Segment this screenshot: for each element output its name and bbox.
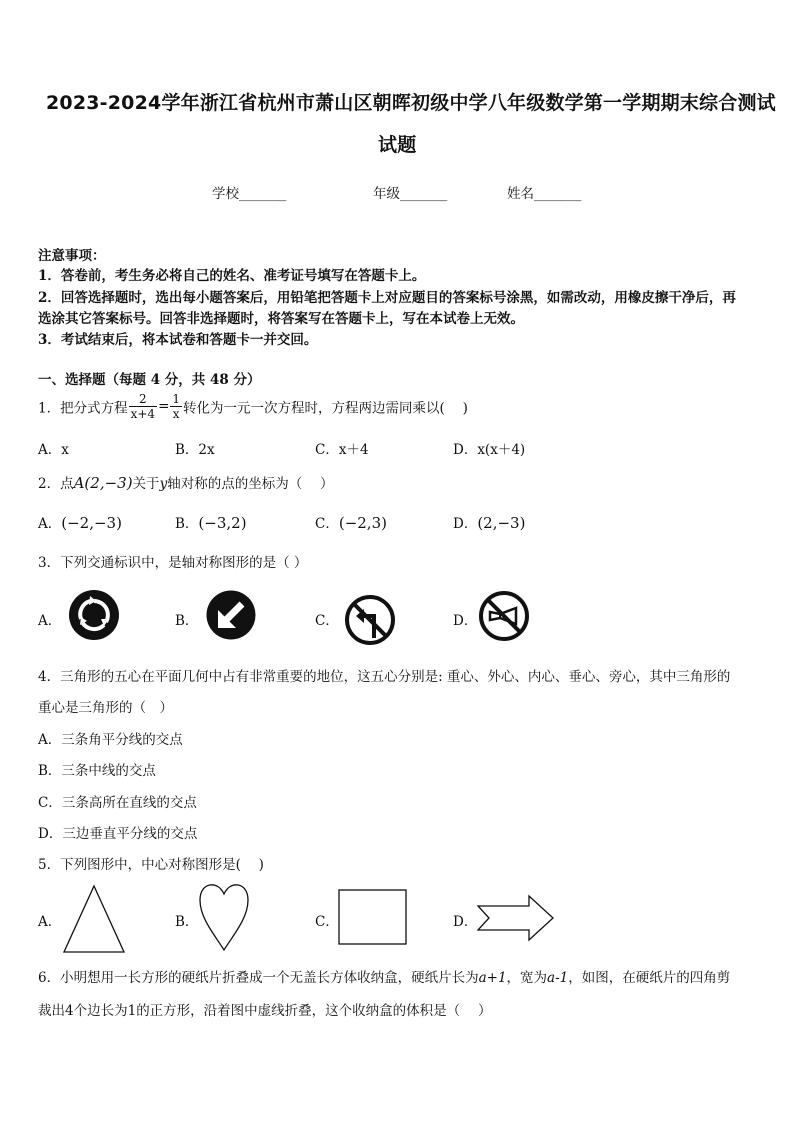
q2-point: A(2,−3) — [73, 474, 133, 492]
question-6-stem-continued — [38, 999, 491, 1019]
keep-left-sign-icon — [206, 590, 256, 640]
notice-heading: 注意事项： — [38, 248, 106, 264]
q1-option-b: B．2x — [175, 442, 215, 458]
question-6-stem — [38, 966, 730, 986]
question-1-stem — [38, 392, 468, 421]
q6-text: 6．小明想用一长方形的硬纸片折叠成一个无盖长方体收纳盒，硬纸片长为 — [38, 970, 479, 986]
q6-count: 4 — [65, 1003, 74, 1019]
q1-prefix: 1．把分式方程 — [38, 400, 128, 417]
q3-option-d-label: D． — [453, 613, 478, 629]
q5-option-c-label: C． — [315, 914, 339, 930]
q2-option-c — [315, 512, 387, 532]
q3-option-b-label: B． — [175, 613, 199, 629]
q2-option-d — [453, 512, 525, 532]
arrow-icon — [477, 894, 555, 942]
question-4-stem: 4．三角形的五心在平面几何中占有非常重要的地位，这五心分别是: 重心、外心、内心、垂心、旁心，其中三角形的 — [38, 669, 731, 685]
q1-suffix: 转化为一元一次方程时，方程两边需同乘以( ) — [183, 400, 468, 417]
roundabout-sign-icon — [68, 589, 120, 641]
q1-option-d: D．x(x＋4) — [453, 442, 526, 458]
no-left-turn-sign-icon — [344, 594, 396, 646]
q2-option-value: (−3,2) — [198, 514, 247, 532]
q1-option-a: A．x — [38, 442, 69, 458]
notice-item: 选涂其它答案标号。回答非选择题时，将答案写在答题卡上，写在本试卷上无效。 — [38, 311, 524, 327]
q6-width: a-1 — [547, 970, 569, 986]
q2-middle: 关于 — [132, 476, 160, 492]
q1-frac1-denominator: x+4 — [130, 407, 156, 421]
q5-option-d-label: D． — [453, 914, 478, 930]
q4-option-d: D．三边垂直平分线的交点 — [38, 826, 198, 842]
q2-suffix: 轴对称的点的坐标为（ ） — [167, 476, 334, 492]
q3-option-a-label: A． — [38, 613, 62, 629]
q2-option-label: D． — [453, 516, 478, 532]
q3-option-c-label: C． — [315, 613, 339, 629]
name-field: 姓名_______ — [507, 186, 582, 202]
notice-item: 1．答卷前，考生务必将自己的姓名、准考证号填写在答题卡上。 — [38, 268, 426, 284]
school-field: 学校_______ — [212, 186, 287, 202]
q2-option-label: A． — [38, 516, 62, 532]
q1-option-c: C．x＋4 — [315, 442, 369, 458]
q2-option-value: (−2,3) — [338, 514, 387, 532]
q2-option-a — [38, 512, 122, 532]
q1-frac2-numerator: 1 — [172, 392, 181, 406]
document-title: 2023-2024学年浙江省杭州市萧山区朝晖初级中学八年级数学第一学期期末综合测试 — [46, 92, 776, 114]
triangle-icon — [62, 884, 126, 954]
q2-option-b — [175, 512, 247, 532]
notice-item: 2．回答选择题时，选出每小题答案后，用铅笔把答题卡上对应题目的答案标号涂黑，如需改动，用橡皮擦干净后，再 — [38, 290, 736, 306]
q4-option-b: B．三条中线的交点 — [38, 763, 156, 779]
question-5-stem: 5．下列图形中，中心对称图形是( ) — [38, 857, 264, 873]
q6-side: 1 — [127, 1003, 137, 1019]
q1-fraction-right — [170, 392, 182, 421]
q6-text: 的正方形，沿着图中虚线折叠，这个收纳盒的体积是（ ） — [136, 1003, 492, 1019]
q2-option-value: (2,−3) — [477, 514, 526, 532]
q1-frac1-numerator: 2 — [129, 392, 157, 407]
q2-axis: y — [159, 476, 168, 492]
q6-length: a+1 — [478, 970, 507, 986]
question-2-stem — [38, 472, 334, 492]
q1-equals: = — [158, 398, 170, 415]
q2-prefix: 2．点 — [38, 476, 74, 492]
rectangle-icon — [338, 889, 408, 945]
q2-option-label: C． — [315, 516, 339, 532]
question-4-stem-continued: 重心是三角形的（ ） — [38, 700, 173, 716]
q2-option-label: B． — [175, 516, 199, 532]
notice-item: 3．考试结束后，将本试卷和答题卡一并交回。 — [38, 332, 318, 348]
no-horn-sign-icon — [478, 590, 530, 642]
q6-text: ，如图，在硬纸片的四角剪 — [568, 970, 731, 986]
q6-text: ，宽为 — [506, 970, 548, 986]
q5-option-a-label: A． — [38, 914, 62, 930]
q2-option-value: (−2,−3) — [61, 514, 122, 532]
q1-fraction-left — [129, 392, 157, 421]
q4-option-a: A．三条角平分线的交点 — [38, 732, 183, 748]
heart-icon — [198, 882, 250, 952]
q6-text: 裁出 — [38, 1003, 65, 1019]
section-heading: 一、选择题（每题 4 分，共 48 分） — [38, 372, 261, 388]
question-3-stem: 3．下列交通标识中，是轴对称图形的是（ ） — [38, 555, 308, 571]
q6-text: 个边长为 — [73, 1003, 128, 1019]
q1-frac2-denominator: x — [172, 407, 180, 421]
document-title-continued: 试题 — [378, 134, 417, 156]
grade-field: 年级_______ — [373, 186, 448, 202]
q4-option-c: C．三条高所在直线的交点 — [38, 795, 197, 811]
q5-option-b-label: B． — [175, 914, 199, 930]
